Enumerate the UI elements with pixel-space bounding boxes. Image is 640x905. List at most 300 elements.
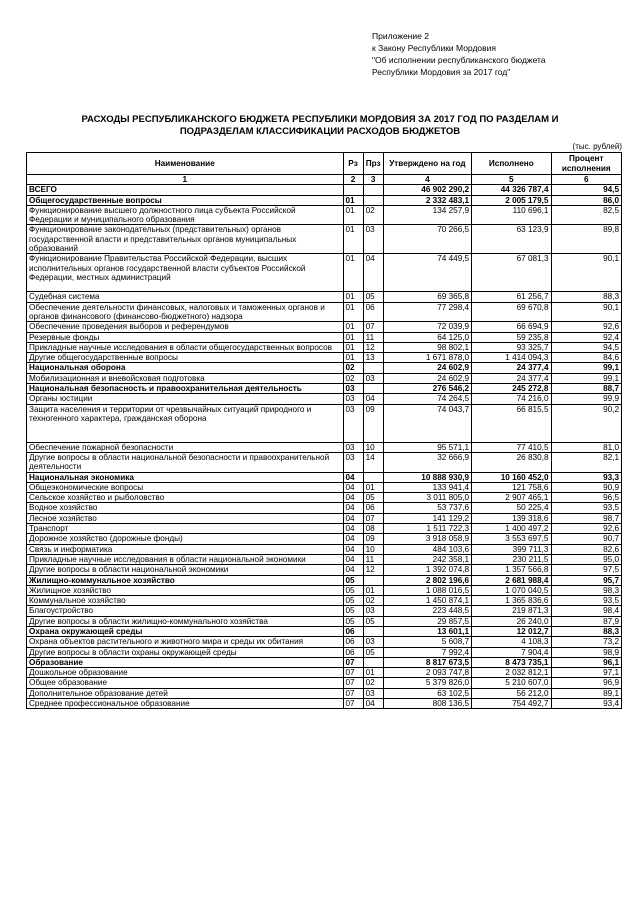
row-prz: 03	[363, 606, 383, 616]
row-prz: 04	[363, 394, 383, 404]
row-percent: 81,0	[551, 442, 622, 452]
row-approved: 24 602,9	[383, 363, 471, 373]
row-prz: 02	[363, 678, 383, 688]
row-prz: 14	[363, 452, 383, 472]
row-name: Общее образование	[27, 678, 344, 688]
table-row	[27, 596, 622, 606]
row-prz	[363, 195, 383, 205]
row-name: Жилищное хозяйство	[27, 585, 344, 595]
row-executed: 74 216,0	[472, 394, 551, 404]
row-prz: 11	[363, 332, 383, 342]
row-approved: 242 358,1	[383, 554, 471, 564]
row-approved: 24 602,9	[383, 373, 471, 383]
row-rz: 04	[343, 513, 363, 523]
table-header-row	[27, 153, 622, 175]
row-rz: 06	[343, 637, 363, 647]
row-rz: 01	[343, 225, 363, 254]
row-executed: 66 694,9	[472, 322, 551, 332]
row-executed: 12 012,7	[472, 626, 551, 636]
row-rz: 01	[343, 292, 363, 302]
row-approved: 74 449,5	[383, 254, 471, 292]
row-rz: 07	[343, 668, 363, 678]
appendix-line: Республики Мордовия за 2017 год"	[372, 67, 511, 77]
row-rz: 03	[343, 452, 363, 472]
row-name: Прикладные научные исследования в области общегосударственных вопросов	[27, 342, 344, 352]
table-row	[27, 353, 622, 363]
row-prz: 12	[363, 565, 383, 575]
row-percent: 97,1	[551, 668, 622, 678]
table-row	[27, 626, 622, 636]
table-row	[27, 637, 622, 647]
row-name: Образование	[27, 657, 344, 667]
row-name: Защита населения и территории от чрезвычайных ситуаций природного и техногенного характера, гражданская оборона	[27, 404, 344, 442]
header-executed: Исполнено	[472, 153, 551, 175]
row-rz: 03	[343, 404, 363, 442]
row-approved: 133 941,4	[383, 482, 471, 492]
row-percent: 92,6	[551, 524, 622, 534]
row-percent: 93,5	[551, 596, 622, 606]
row-executed: 1 070 040,5	[472, 585, 551, 595]
row-approved: 32 666,9	[383, 452, 471, 472]
row-prz: 02	[363, 596, 383, 606]
row-percent: 99,1	[551, 373, 622, 383]
row-prz: 01	[363, 482, 383, 492]
row-approved: 74 043,7	[383, 404, 471, 442]
row-percent: 92,6	[551, 322, 622, 332]
row-executed: 1 357 566,8	[472, 565, 551, 575]
row-executed: 1 400 497,2	[472, 524, 551, 534]
row-rz: 02	[343, 373, 363, 383]
table-row	[27, 544, 622, 554]
row-prz: 03	[363, 373, 383, 383]
table-row	[27, 688, 622, 698]
column-number: 2	[343, 175, 363, 185]
row-prz: 03	[363, 225, 383, 254]
row-approved: 64 125,0	[383, 332, 471, 342]
row-prz: 07	[363, 513, 383, 523]
row-rz: 01	[343, 332, 363, 342]
row-name: Другие общегосударственные вопросы	[27, 353, 344, 363]
row-percent: 82,5	[551, 205, 622, 225]
row-approved: 72 039,9	[383, 322, 471, 332]
row-rz: 03	[343, 442, 363, 452]
row-executed: 4 108,3	[472, 637, 551, 647]
row-rz: 01	[343, 195, 363, 205]
row-prz: 07	[363, 322, 383, 332]
row-name: Дополнительное образование детей	[27, 688, 344, 698]
row-name: Другие вопросы в области жилищно-коммунального хозяйства	[27, 616, 344, 626]
row-executed: 1 414 094,3	[472, 353, 551, 363]
table-row	[27, 452, 622, 472]
table-row	[27, 554, 622, 564]
row-prz: 12	[363, 342, 383, 352]
row-percent: 90,2	[551, 404, 622, 442]
table-row	[27, 442, 622, 452]
row-rz: 06	[343, 626, 363, 636]
row-executed: 63 123,9	[472, 225, 551, 254]
row-approved: 2 093 747,8	[383, 668, 471, 678]
row-executed: 26 830,8	[472, 452, 551, 472]
row-percent: 99,9	[551, 394, 622, 404]
row-name: ВСЕГО	[27, 185, 344, 195]
row-rz: 06	[343, 647, 363, 657]
row-rz: 07	[343, 688, 363, 698]
row-rz: 01	[343, 254, 363, 292]
row-rz: 07	[343, 657, 363, 667]
row-prz: 05	[363, 647, 383, 657]
row-percent: 90,9	[551, 482, 622, 492]
row-rz: 04	[343, 554, 363, 564]
column-number-row	[27, 175, 622, 185]
row-executed: 219 871,3	[472, 606, 551, 616]
row-approved: 134 257,9	[383, 205, 471, 225]
row-percent: 98,7	[551, 513, 622, 523]
table-row	[27, 472, 622, 482]
table-row	[27, 657, 622, 667]
table-row	[27, 606, 622, 616]
row-name: Общегосударственные вопросы	[27, 195, 344, 205]
row-approved: 2 332 483,1	[383, 195, 471, 205]
row-name: Среднее профессиональное образование	[27, 699, 344, 709]
row-prz: 10	[363, 442, 383, 452]
row-executed: 59 235,8	[472, 332, 551, 342]
row-percent: 88,3	[551, 626, 622, 636]
row-approved: 5 608,7	[383, 637, 471, 647]
row-percent: 73,2	[551, 637, 622, 647]
row-percent: 90,7	[551, 534, 622, 544]
row-approved: 69 365,8	[383, 292, 471, 302]
row-executed: 2 005 179,5	[472, 195, 551, 205]
row-name: Функционирование высшего должностного лица субъекта Российской Федерации и муниципального образования	[27, 205, 344, 225]
row-prz	[363, 626, 383, 636]
table-row	[27, 332, 622, 342]
row-name: Коммунальное хозяйство	[27, 596, 344, 606]
row-percent: 84,6	[551, 353, 622, 363]
table-row	[27, 565, 622, 575]
column-number: 3	[363, 175, 383, 185]
row-approved: 70 266,5	[383, 225, 471, 254]
row-executed: 121 758,6	[472, 482, 551, 492]
row-rz: 07	[343, 699, 363, 709]
row-name: Дорожное хозяйство (дорожные фонды)	[27, 534, 344, 544]
row-executed: 50 225,4	[472, 503, 551, 513]
row-executed: 26 240,0	[472, 616, 551, 626]
row-name: Обеспечение пожарной безопасности	[27, 442, 344, 452]
appendix-line: к Закону Республики Мордовия	[372, 43, 497, 53]
row-percent: 88,7	[551, 384, 622, 394]
table-row	[27, 575, 622, 585]
row-prz: 04	[363, 699, 383, 709]
row-executed: 56 212,0	[472, 688, 551, 698]
header-name: Наименование	[27, 153, 344, 175]
row-executed: 66 815,5	[472, 404, 551, 442]
expenses-table	[26, 152, 622, 709]
row-approved: 10 888 930,9	[383, 472, 471, 482]
column-number: 6	[551, 175, 622, 185]
table-row	[27, 493, 622, 503]
table-row	[27, 342, 622, 352]
title-line: ПОДРАЗДЕЛАМ КЛАССИФИКАЦИИ РАСХОДОВ БЮДЖЕТОВ	[179, 126, 461, 137]
row-name: Функционирование Правительства Российской Федерации, высших исполнительных органов государственной власти субъектов Российской Федерации, местных администраций	[27, 254, 344, 292]
row-name: Другие вопросы в области охраны окружающей среды	[27, 647, 344, 657]
row-approved: 276 546,2	[383, 384, 471, 394]
row-executed: 2 681 988,4	[472, 575, 551, 585]
row-approved: 95 571,1	[383, 442, 471, 452]
row-approved: 1 450 874,1	[383, 596, 471, 606]
header-percent: Процент исполнения	[551, 153, 622, 175]
row-name: Связь и информатика	[27, 544, 344, 554]
row-prz	[363, 472, 383, 482]
row-executed: 110 696,1	[472, 205, 551, 225]
row-prz: 05	[363, 616, 383, 626]
row-prz	[363, 384, 383, 394]
column-number: 1	[27, 175, 344, 185]
row-prz: 03	[363, 688, 383, 698]
row-executed: 3 553 697,5	[472, 534, 551, 544]
header-approved: Утверждено на год	[383, 153, 471, 175]
row-name: Другие вопросы в области национальной экономики	[27, 565, 344, 575]
row-percent: 95,7	[551, 575, 622, 585]
row-percent: 96,1	[551, 657, 622, 667]
row-percent: 87,9	[551, 616, 622, 626]
row-percent: 94,5	[551, 342, 622, 352]
row-name: Прикладные научные исследования в области национальной экономики	[27, 554, 344, 564]
row-name: Обеспечение проведения выборов и референдумов	[27, 322, 344, 332]
row-executed: 7 904,4	[472, 647, 551, 657]
row-rz: 01	[343, 322, 363, 332]
row-rz: 07	[343, 678, 363, 688]
row-approved: 1 088 016,5	[383, 585, 471, 595]
row-percent: 93,3	[551, 472, 622, 482]
row-percent: 82,6	[551, 544, 622, 554]
row-percent: 86,0	[551, 195, 622, 205]
row-name: Общеэкономические вопросы	[27, 482, 344, 492]
header-rz: Рз	[343, 153, 363, 175]
row-prz: 05	[363, 292, 383, 302]
row-prz	[363, 185, 383, 195]
table-body	[27, 185, 622, 709]
row-executed: 139 318,6	[472, 513, 551, 523]
row-approved: 13 601,1	[383, 626, 471, 636]
row-rz: 01	[343, 342, 363, 352]
table-row	[27, 322, 622, 332]
row-executed: 77 410,5	[472, 442, 551, 452]
row-prz	[363, 363, 383, 373]
row-rz: 04	[343, 534, 363, 544]
row-name: Охрана объектов растительного и животного мира и среды их обитания	[27, 637, 344, 647]
row-approved: 29 857,5	[383, 616, 471, 626]
row-approved: 5 379 826,0	[383, 678, 471, 688]
row-prz: 06	[363, 302, 383, 322]
row-percent: 98,9	[551, 647, 622, 657]
row-approved: 2 802 196,6	[383, 575, 471, 585]
table-row	[27, 195, 622, 205]
row-name: Сельское хозяйство и рыболовство	[27, 493, 344, 503]
appendix-line: Приложение 2	[372, 31, 429, 41]
row-rz: 04	[343, 472, 363, 482]
header-prz: Прз	[363, 153, 383, 175]
table-row	[27, 302, 622, 322]
row-approved: 63 102,5	[383, 688, 471, 698]
row-percent: 90,1	[551, 254, 622, 292]
row-name: Органы юстиции	[27, 394, 344, 404]
row-approved: 223 448,5	[383, 606, 471, 616]
row-name: Жилищно-коммунальное хозяйство	[27, 575, 344, 585]
row-percent: 99,1	[551, 363, 622, 373]
row-prz: 04	[363, 254, 383, 292]
row-percent: 92,4	[551, 332, 622, 342]
row-percent: 96,9	[551, 678, 622, 688]
row-prz: 03	[363, 637, 383, 647]
row-prz	[363, 657, 383, 667]
table-row	[27, 394, 622, 404]
table-row	[27, 524, 622, 534]
row-prz: 10	[363, 544, 383, 554]
table-row	[27, 404, 622, 442]
row-approved: 7 992,4	[383, 647, 471, 657]
row-percent: 88,3	[551, 292, 622, 302]
row-percent: 94,5	[551, 185, 622, 195]
row-rz: 05	[343, 596, 363, 606]
row-rz: 05	[343, 616, 363, 626]
row-executed: 24 377,4	[472, 373, 551, 383]
row-rz: 01	[343, 205, 363, 225]
row-prz	[363, 575, 383, 585]
row-prz: 06	[363, 503, 383, 513]
row-executed: 69 670,8	[472, 302, 551, 322]
row-name: Лесное хозяйство	[27, 513, 344, 523]
table-row	[27, 225, 622, 254]
row-percent: 82,1	[551, 452, 622, 472]
row-name: Другие вопросы в области национальной безопасности и правоохранительной деятельности	[27, 452, 344, 472]
row-name: Национальная экономика	[27, 472, 344, 482]
row-approved: 3 011 805,0	[383, 493, 471, 503]
row-rz: 04	[343, 493, 363, 503]
row-name: Мобилизационная и вневойсковая подготовка	[27, 373, 344, 383]
row-name: Водное хозяйство	[27, 503, 344, 513]
row-percent: 93,4	[551, 699, 622, 709]
row-name: Резервные фонды	[27, 332, 344, 342]
row-approved: 3 918 058,9	[383, 534, 471, 544]
table-row	[27, 384, 622, 394]
row-executed: 44 326 787,4	[472, 185, 551, 195]
row-executed: 8 473 735,1	[472, 657, 551, 667]
units-label: (тыс. рублей)	[572, 142, 622, 151]
row-prz: 13	[363, 353, 383, 363]
row-percent: 93,5	[551, 503, 622, 513]
row-rz: 01	[343, 302, 363, 322]
row-approved: 1 392 074,8	[383, 565, 471, 575]
row-prz: 02	[363, 205, 383, 225]
row-prz: 01	[363, 668, 383, 678]
row-executed: 10 160 452,0	[472, 472, 551, 482]
row-prz: 11	[363, 554, 383, 564]
row-rz: 01	[343, 353, 363, 363]
row-rz: 02	[343, 363, 363, 373]
appendix-note	[372, 30, 546, 78]
table-row	[27, 699, 622, 709]
row-executed: 5 210 607,0	[472, 678, 551, 688]
row-rz: 04	[343, 524, 363, 534]
row-executed: 93 325,7	[472, 342, 551, 352]
row-executed: 61 256,7	[472, 292, 551, 302]
row-name: Обеспечение деятельности финансовых, налоговых и таможенных органов и органов финансового (финансово-бюджетного) надзора	[27, 302, 344, 322]
row-executed: 245 272,8	[472, 384, 551, 394]
row-percent: 89,8	[551, 225, 622, 254]
row-percent: 97,5	[551, 565, 622, 575]
row-rz: 04	[343, 482, 363, 492]
appendix-line: "Об исполнении республиканского бюджета	[372, 55, 546, 65]
row-executed: 754 492,7	[472, 699, 551, 709]
row-executed: 399 711,3	[472, 544, 551, 554]
row-rz: 05	[343, 575, 363, 585]
row-approved: 77 298,4	[383, 302, 471, 322]
row-rz	[343, 185, 363, 195]
row-rz: 04	[343, 565, 363, 575]
row-percent: 90,1	[551, 302, 622, 322]
title-line: РАСХОДЫ РЕСПУБЛИКАНСКОГО БЮДЖЕТА РЕСПУБЛИКИ МОРДОВИЯ ЗА 2017 ГОД ПО РАЗДЕЛАМ И	[81, 114, 559, 125]
row-rz: 03	[343, 394, 363, 404]
row-name: Транспорт	[27, 524, 344, 534]
row-prz: 01	[363, 585, 383, 595]
row-approved: 1 511 722,3	[383, 524, 471, 534]
row-name: Судебная система	[27, 292, 344, 302]
row-percent: 98,4	[551, 606, 622, 616]
table-row	[27, 534, 622, 544]
table-row	[27, 292, 622, 302]
row-approved: 53 737,6	[383, 503, 471, 513]
row-rz: 05	[343, 606, 363, 616]
table-row	[27, 616, 622, 626]
row-rz: 05	[343, 585, 363, 595]
table-row	[27, 205, 622, 225]
table-row	[27, 668, 622, 678]
row-approved: 98 802,1	[383, 342, 471, 352]
row-approved: 808 136,5	[383, 699, 471, 709]
row-name: Функционирование законодательных (представительных) органов государственной власти и представительных органов муниципальных образований	[27, 225, 344, 254]
row-name: Национальная оборона	[27, 363, 344, 373]
row-executed: 230 211,5	[472, 554, 551, 564]
document-title	[40, 114, 600, 138]
row-rz: 04	[343, 544, 363, 554]
row-rz: 04	[343, 503, 363, 513]
row-percent: 98,3	[551, 585, 622, 595]
row-executed: 24 377,4	[472, 363, 551, 373]
row-name: Национальная безопасность и правоохранительная деятельность	[27, 384, 344, 394]
row-executed: 2 032 812,1	[472, 668, 551, 678]
table-row	[27, 503, 622, 513]
row-name: Охрана окружающей среды	[27, 626, 344, 636]
table-row	[27, 513, 622, 523]
column-number: 5	[472, 175, 551, 185]
column-number: 4	[383, 175, 471, 185]
row-approved: 484 103,6	[383, 544, 471, 554]
table-row	[27, 678, 622, 688]
row-approved: 46 902 290,2	[383, 185, 471, 195]
row-executed: 1 365 836,6	[472, 596, 551, 606]
row-approved: 8 817 673,5	[383, 657, 471, 667]
row-executed: 67 081,3	[472, 254, 551, 292]
table-row	[27, 185, 622, 195]
row-percent: 96,5	[551, 493, 622, 503]
table-row	[27, 254, 622, 292]
table-row	[27, 363, 622, 373]
table-row	[27, 482, 622, 492]
row-percent: 95,0	[551, 554, 622, 564]
row-rz: 03	[343, 384, 363, 394]
row-prz: 05	[363, 493, 383, 503]
row-approved: 141 129,2	[383, 513, 471, 523]
